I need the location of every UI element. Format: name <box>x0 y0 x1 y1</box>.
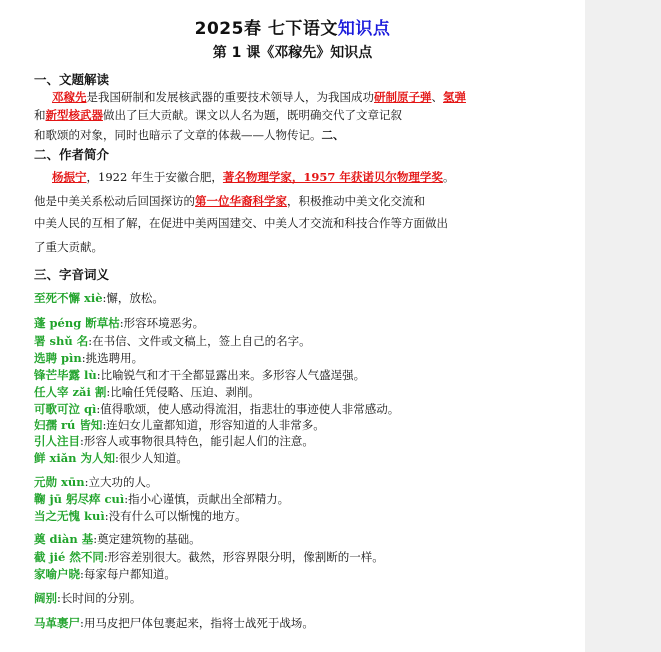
vocab-item <box>34 315 204 331</box>
vocab-def: :长时间的分别。 <box>57 591 142 605</box>
vocab-item <box>34 531 201 547</box>
section-heading-author: 二、作者简介 <box>34 147 110 162</box>
s2-text-1a: ，1922 年生于安徽合肥， <box>86 170 223 184</box>
s1-name: 邓稼先 <box>52 90 87 104</box>
vocab-term: 鲜 xiǎn 为人知 <box>34 451 116 465</box>
vocab-term: 阔别 <box>34 591 57 605</box>
title-highlight: 知识点 <box>337 19 391 39</box>
vocab-item <box>34 508 247 524</box>
s2-line-4: 了重大贡献。 <box>34 240 103 254</box>
s2-line-1 <box>52 168 454 186</box>
s1-key-atom-bomb: 研制原子弹 <box>374 90 432 104</box>
vocab-term: 元勋 xūn <box>34 475 85 489</box>
vocab-item <box>34 491 289 507</box>
s1-text-2b: 做出了巨大贡献。课文以人名为题，既明确交代了文章记叙 <box>103 108 402 122</box>
s1-text-1a: 是我国研制和发展核武器的重要技术领导人，为我国成功 <box>86 90 374 104</box>
vocab-term: 奠 diàn 基 <box>34 532 94 546</box>
vocab-item <box>34 367 365 383</box>
vocab-def: :立大功的人。 <box>84 475 158 489</box>
section-heading-title-interpretation: 一、文题解读 <box>34 72 110 87</box>
vocab-item <box>34 290 164 306</box>
vocab-term: 至死不懈 xiè <box>34 291 103 305</box>
vocab-def: :没有什么可以惭愧的地方。 <box>104 509 247 523</box>
vocab-term: 当之无愧 kuì <box>34 509 105 523</box>
s1-text-3: 和歌颂的对象，同时也暗示了文章的体裁——人物传记。 <box>34 128 322 142</box>
s2-key-physicist: 著名物理学家，1957 年获诺贝尔物理学奖 <box>222 170 443 184</box>
vocab-term: 蓬 péng 断草枯 <box>34 316 120 330</box>
vocab-term: 选聘 pìn <box>34 351 82 365</box>
s2-text-2b: ，积极推动中美文化交流和 <box>287 194 425 208</box>
vocab-term: 任人宰 zǎi 割 <box>34 385 107 399</box>
vocab-term: 家喻户晓 <box>34 567 80 581</box>
vocab-item <box>34 474 157 490</box>
vocab-def: :指小心谨慎，贡献出全部精力。 <box>124 492 290 506</box>
s1-text-3b: 二、 <box>321 128 345 142</box>
page-subtitle: 第 1 课《邓稼先》知识点 <box>212 45 373 61</box>
vocab-item <box>34 401 399 417</box>
vocab-item <box>34 350 143 366</box>
vocab-item <box>34 384 260 400</box>
vocab-term: 妇孺 rú 皆知 <box>34 418 103 432</box>
title-main: 2025春 七下语文 <box>194 19 338 39</box>
s2-text-1b: 。 <box>442 170 455 184</box>
vocab-item <box>34 417 325 433</box>
vocab-item <box>34 433 314 449</box>
vocab-def: :挑选聘用。 <box>81 351 144 365</box>
vocab-def: :形容环境恶劣。 <box>119 316 205 330</box>
vocab-term: 可歌可泣 qì <box>34 402 97 416</box>
vocab-item <box>34 590 141 606</box>
s2-line-2 <box>34 192 425 210</box>
s2-key-first-scientist: 第一位华裔科学家 <box>195 194 287 208</box>
vocab-def: :很少人知道。 <box>115 451 188 465</box>
vocab-item <box>34 549 384 565</box>
s2-text-2a: 他是中美关系松动后回国探访的 <box>34 194 195 208</box>
s2-name: 杨振宁 <box>52 170 87 184</box>
section-heading-vocabulary: 三、字音词义 <box>34 267 110 282</box>
s2-line-3: 中美人民的互相了解，在促进中美两国建交、中美人才交流和科技合作等方面做出 <box>34 216 448 230</box>
vocab-def: :奠定建筑物的基础。 <box>93 532 201 546</box>
vocab-term: 引人注目 <box>34 434 80 448</box>
vocab-def: :比喻锐气和才干全都显露出来。多形容人气盛逞强。 <box>96 368 366 382</box>
s1-key-new-weapon: 新型核武器 <box>45 108 103 122</box>
s1-line-1 <box>52 88 466 106</box>
vocab-term: 署 shǔ 名 <box>34 334 89 348</box>
vocab-def: :连妇女儿童都知道，形容知道的人非常多。 <box>102 418 325 432</box>
vocab-term: 截 jié 然不同 <box>34 550 104 564</box>
side-panel <box>585 0 661 652</box>
s1-key-h-bomb: 氢弹 <box>443 90 466 104</box>
vocab-item <box>34 566 176 582</box>
vocab-term: 鞠 jū 躬尽瘁 cuì <box>34 492 125 506</box>
vocab-def: :在书信、文件或文稿上，签上自己的名字。 <box>88 334 311 348</box>
vocab-def: :用马皮把尸体包裹起来，指将士战死于战场。 <box>80 616 314 630</box>
vocab-def: :形容人或事物很具特色，能引起人们的注意。 <box>80 434 314 448</box>
s1-line-2 <box>34 106 402 124</box>
s1-text-2a: 和 <box>34 108 46 122</box>
page-title <box>0 14 585 39</box>
vocab-def: :比喻任凭侵略、压迫、剥削。 <box>106 385 260 399</box>
vocab-def: :形容差别很大。截然，形容界限分明，像割断的一样。 <box>103 550 384 564</box>
vocab-def: :值得歌颂，使人感动得流泪，指悲壮的事迹使人非常感动。 <box>96 402 400 416</box>
vocab-def: :每家每户都知道。 <box>80 567 176 581</box>
vocab-item <box>34 333 311 349</box>
vocab-term: 马革裹尸 <box>34 616 80 630</box>
vocab-def: :懈，放松。 <box>102 291 164 305</box>
vocab-item <box>34 615 314 631</box>
s1-line-3 <box>34 126 345 144</box>
vocab-item <box>34 450 188 466</box>
s1-sep: 、 <box>431 90 443 104</box>
vocab-term: 锋芒毕露 lù <box>34 368 97 382</box>
